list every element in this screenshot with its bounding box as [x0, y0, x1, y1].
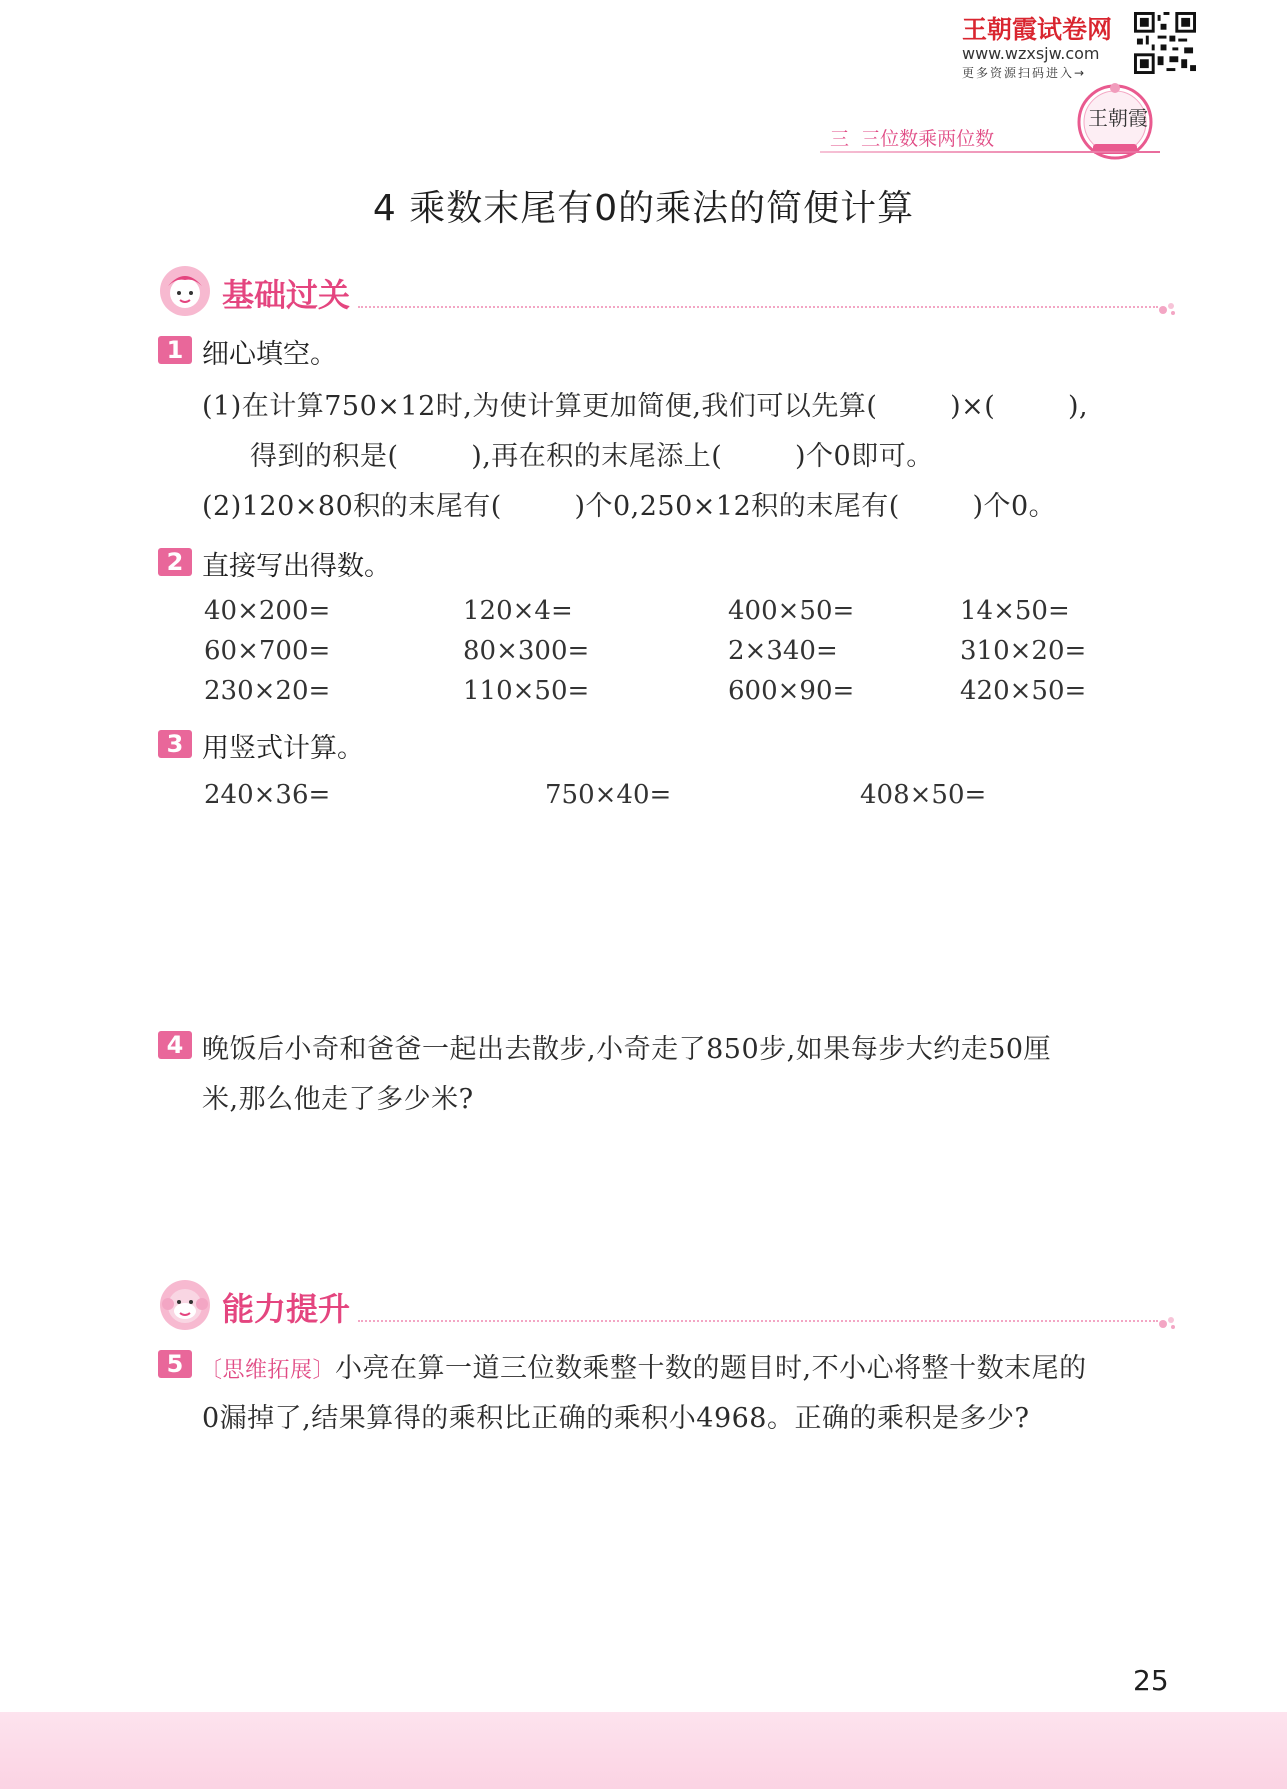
calc-item: 40×200=	[204, 596, 331, 626]
calc-item: 310×20=	[960, 636, 1087, 666]
flower-dots-icon	[1158, 1312, 1178, 1330]
girl-avatar-icon	[158, 264, 212, 318]
flower-dots-icon	[1158, 298, 1178, 316]
section-divider	[358, 306, 1158, 308]
question-4-line-1: 晚饭后小奇和爸爸一起出去散步,小奇走了850步,如果每步大约走50厘	[202, 1034, 1052, 1065]
brand-url[interactable]: www.wzxsjw.com	[962, 44, 1100, 63]
calc-item: 110×50=	[463, 676, 590, 706]
thinking-extension-tag: 〔思维拓展〕	[200, 1358, 336, 1383]
calc-item: 80×300=	[463, 636, 590, 666]
calc-item: 230×20=	[204, 676, 331, 706]
brand-name: 王朝霞试卷网	[962, 15, 1113, 44]
question-5-line-1	[200, 1346, 1087, 1385]
calc-item: 2×340=	[728, 636, 838, 666]
question-4-line-2: 米,那么他走了多少米?	[202, 1084, 474, 1115]
question-2-heading: 直接写出得数。	[202, 551, 391, 582]
question-1-line-3: (2)120×80积的末尾有( )个0,250×12积的末尾有( )个0。	[202, 491, 1057, 522]
calc-item: 60×700=	[204, 636, 331, 666]
question-number-3: 3	[158, 730, 192, 758]
seal-text: 王朝霞	[1088, 106, 1148, 130]
brand-more-text: 更多资源扫码进入→	[962, 66, 1087, 80]
section-divider	[358, 1320, 1158, 1322]
question-3-heading: 用竖式计算。	[202, 733, 364, 764]
calc-item: 600×90=	[728, 676, 855, 706]
question-number-1: 1	[158, 336, 192, 364]
chapter-title: 三 三位数乘两位数	[830, 128, 995, 150]
page-title: 4 乘数末尾有0的乘法的简便计算	[372, 188, 915, 229]
footer-band	[0, 1712, 1287, 1789]
vertical-calc-item: 408×50=	[860, 780, 987, 810]
question-number-2: 2	[158, 548, 192, 576]
question-5-text: 小亮在算一道三位数乘整十数的题目时,不小心将整十数末尾的	[335, 1353, 1087, 1384]
calc-item: 420×50=	[960, 676, 1087, 706]
chapter-underline	[820, 151, 1160, 153]
section-header-advanced	[158, 1278, 1158, 1334]
monkey-avatar-icon	[158, 1278, 212, 1332]
vertical-calc-item: 240×36=	[204, 780, 331, 810]
section-title-advanced: 能力提升	[222, 1290, 351, 1328]
question-1-line-1: (1)在计算750×12时,为使计算更加简便,我们可以先算( )×( ),	[202, 391, 1089, 422]
question-number-5: 5	[158, 1350, 192, 1378]
page-number: 25	[1133, 1664, 1169, 1697]
section-title-basic: 基础过关	[222, 276, 351, 314]
question-5-line-2: 0漏掉了,结果算得的乘积比正确的乘积小4968。正确的乘积是多少?	[202, 1403, 1030, 1434]
brand-block	[962, 10, 1132, 81]
chapter-banner	[820, 124, 1170, 154]
question-1-line-2: 得到的积是( ),再在积的末尾添上( )个0即可。	[250, 441, 934, 472]
section-header-basic	[158, 264, 1158, 320]
qr-code-icon[interactable]	[1134, 12, 1196, 74]
question-number-4: 4	[158, 1031, 192, 1059]
vertical-calc-item: 750×40=	[545, 780, 672, 810]
calc-item: 400×50=	[728, 596, 855, 626]
calc-item: 120×4=	[463, 596, 573, 626]
question-1-heading: 细心填空。	[202, 339, 337, 370]
calc-item: 14×50=	[960, 596, 1070, 626]
